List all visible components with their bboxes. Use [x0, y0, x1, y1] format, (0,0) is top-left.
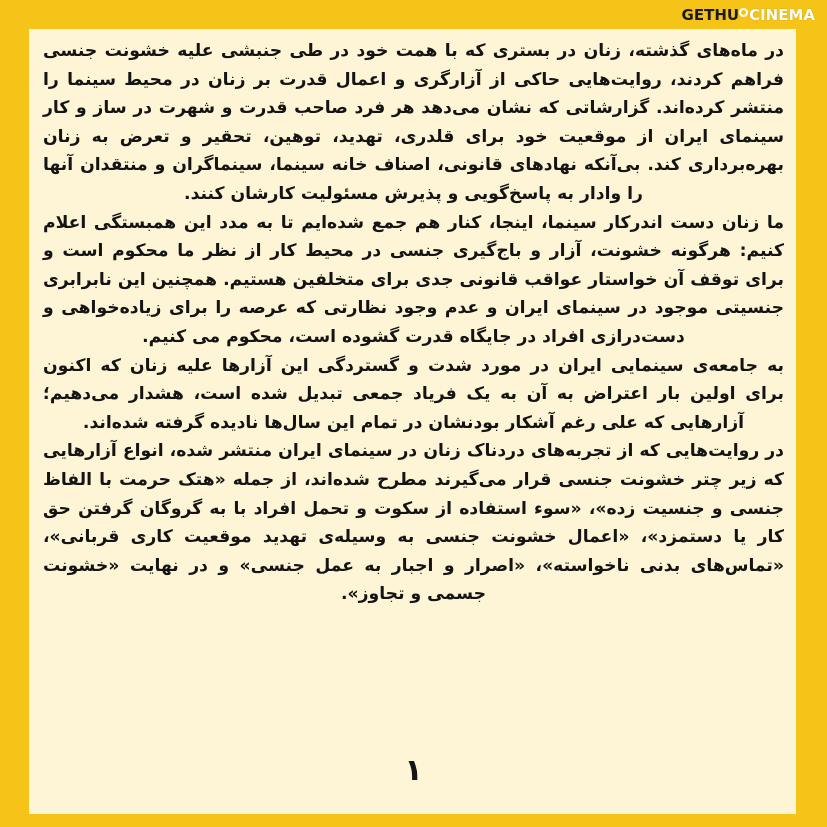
page-number: ۱ — [404, 753, 423, 788]
paragraph-3: به جامعه‌ی سینمایی ایران در مورد شدت و گستردگی این آزارها علیه زنان که اکنون برای اولین بار اعتراض به آن به یک فریاد جمعی تبدیل شده است، هشدار می‌دهیم؛ آزارهایی که علی رغم آشکار بودنشان در تمام این سال‌ها نادیده گرفته شده‌اند. — [43, 355, 784, 433]
paragraph-2: ما زنان دست اندرکار سینما، اینجا، کنار هم جمع شده‌ایم تا به مدد این همبستگی اعلام کنیم: هرگونه خشونت، آزار و باج‌گیری جنسی در محیط کار از نظر ما محکوم است و برای توقف آن خواستار عواقب قانونی جدی برای متخلفین هستیم. همچنین این نابرابری جنسیتی موجود در سینمای ایران و عدم وجود نظارتی که عرصه را برای زیاده‌خواهی و دست‌درازی افراد در جایگاه قدرت گشوده است، محکوم می کنیم. — [43, 212, 784, 347]
statement-text — [43, 37, 784, 609]
brand-logo — [682, 2, 815, 28]
logo-text-right: CINEMA — [749, 6, 815, 24]
document-card — [29, 29, 796, 814]
film-reel-icon — [739, 8, 748, 17]
logo-text-left: GETHU — [681, 6, 740, 24]
paragraph-4: در روایت‌هایی که از تجربه‌های دردناک زنان در سینمای ایران منتشر شده، انواع آزارهایی که زیر چتر خشونت جنسی قرار می‌گیرند مطرح شده‌اند، از جمله «هتک حرمت با الفاظ جنسی و جنسیت زده»، «سوء استفاده از سکوت و تحمل افراد با به گروگان گرفتن حق کار یا دستمزد»، «اعمال خشونت جنسی به وسیله‌ی تهدید موقعیت کاری قربانی»، «تماس‌های بدنی ناخواسته»، «اصرار و اجبار به عمل جنسی» و در نهایت «خشونت جسمی و تجاوز». — [43, 441, 784, 605]
paragraph-1: در ماه‌های گذشته، زنان در بستری که با همت خود در طی جنبشی علیه خشونت جنسی فراهم کردند، روایت‌هایی حاکی از آزارگری و اعمال قدرت بر زنان در محیط سینما را منتشر کرده‌اند. گزارشاتی که نشان می‌دهد هر فرد صاحب قدرت و شهرت در ساز و کار سینمای ایران از موقعیت خود برای قلدری، تهدید، توهین، تحقیر و تعرض به زنان بهره‌برداری کند. بی‌آنکه نهادهای قانونی، اصناف خانه سینما، سینماگران و منتقدان آنها را وادار به پاسخ‌گویی و پذیرش مسئولیت کارشان کنند. — [43, 41, 784, 204]
